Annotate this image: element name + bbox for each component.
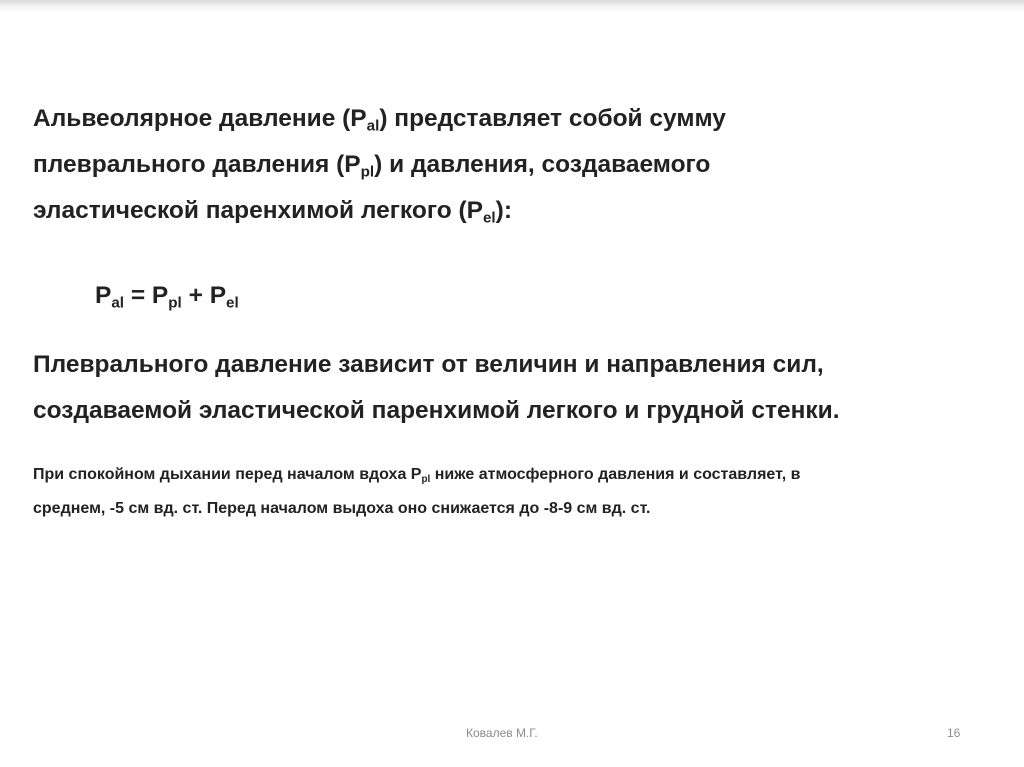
slide bbox=[0, 12, 1024, 767]
page-number: 16 bbox=[947, 726, 961, 740]
text: ) представляет собой сумму bbox=[379, 105, 726, 132]
text: создаваемой эластической паренхимой легкого и грудной стенки. bbox=[33, 397, 840, 424]
paragraph-pleural-pressure bbox=[33, 342, 1013, 434]
subscript: pl bbox=[168, 294, 182, 312]
subscript: pl bbox=[421, 473, 431, 485]
text: P bbox=[95, 282, 112, 309]
text: плеврального давления (P bbox=[33, 151, 361, 178]
viewer-top-shadow bbox=[0, 0, 1024, 12]
text: = P bbox=[124, 282, 169, 309]
text: ниже атмосферного давления и составляет, в bbox=[430, 466, 801, 483]
footer-author: Ковалев М.Г. bbox=[466, 726, 538, 740]
paragraph-breathing bbox=[33, 458, 1013, 526]
subscript: el bbox=[482, 209, 496, 227]
paragraph-alveolar-pressure bbox=[33, 96, 993, 234]
text: Плеврального давление зависит от величин и направления сил, bbox=[33, 351, 824, 378]
pressure-formula bbox=[95, 273, 239, 319]
subscript: el bbox=[226, 294, 239, 312]
text: Альвеолярное давление (P bbox=[33, 105, 367, 132]
text: При спокойном дыхании перед началом вдоха P bbox=[33, 466, 422, 483]
text: ) и давления, создаваемого bbox=[374, 151, 711, 178]
subscript: al bbox=[366, 117, 380, 135]
text: среднем, -5 см вд. ст. Перед началом выдоха оно снижается до -8-9 см вд. ст. bbox=[33, 500, 651, 517]
text: эластической паренхимой легкого (P bbox=[33, 197, 483, 224]
subscript: al bbox=[111, 294, 125, 312]
subscript: pl bbox=[360, 163, 375, 181]
text: ): bbox=[495, 197, 512, 224]
text: + P bbox=[181, 282, 227, 309]
